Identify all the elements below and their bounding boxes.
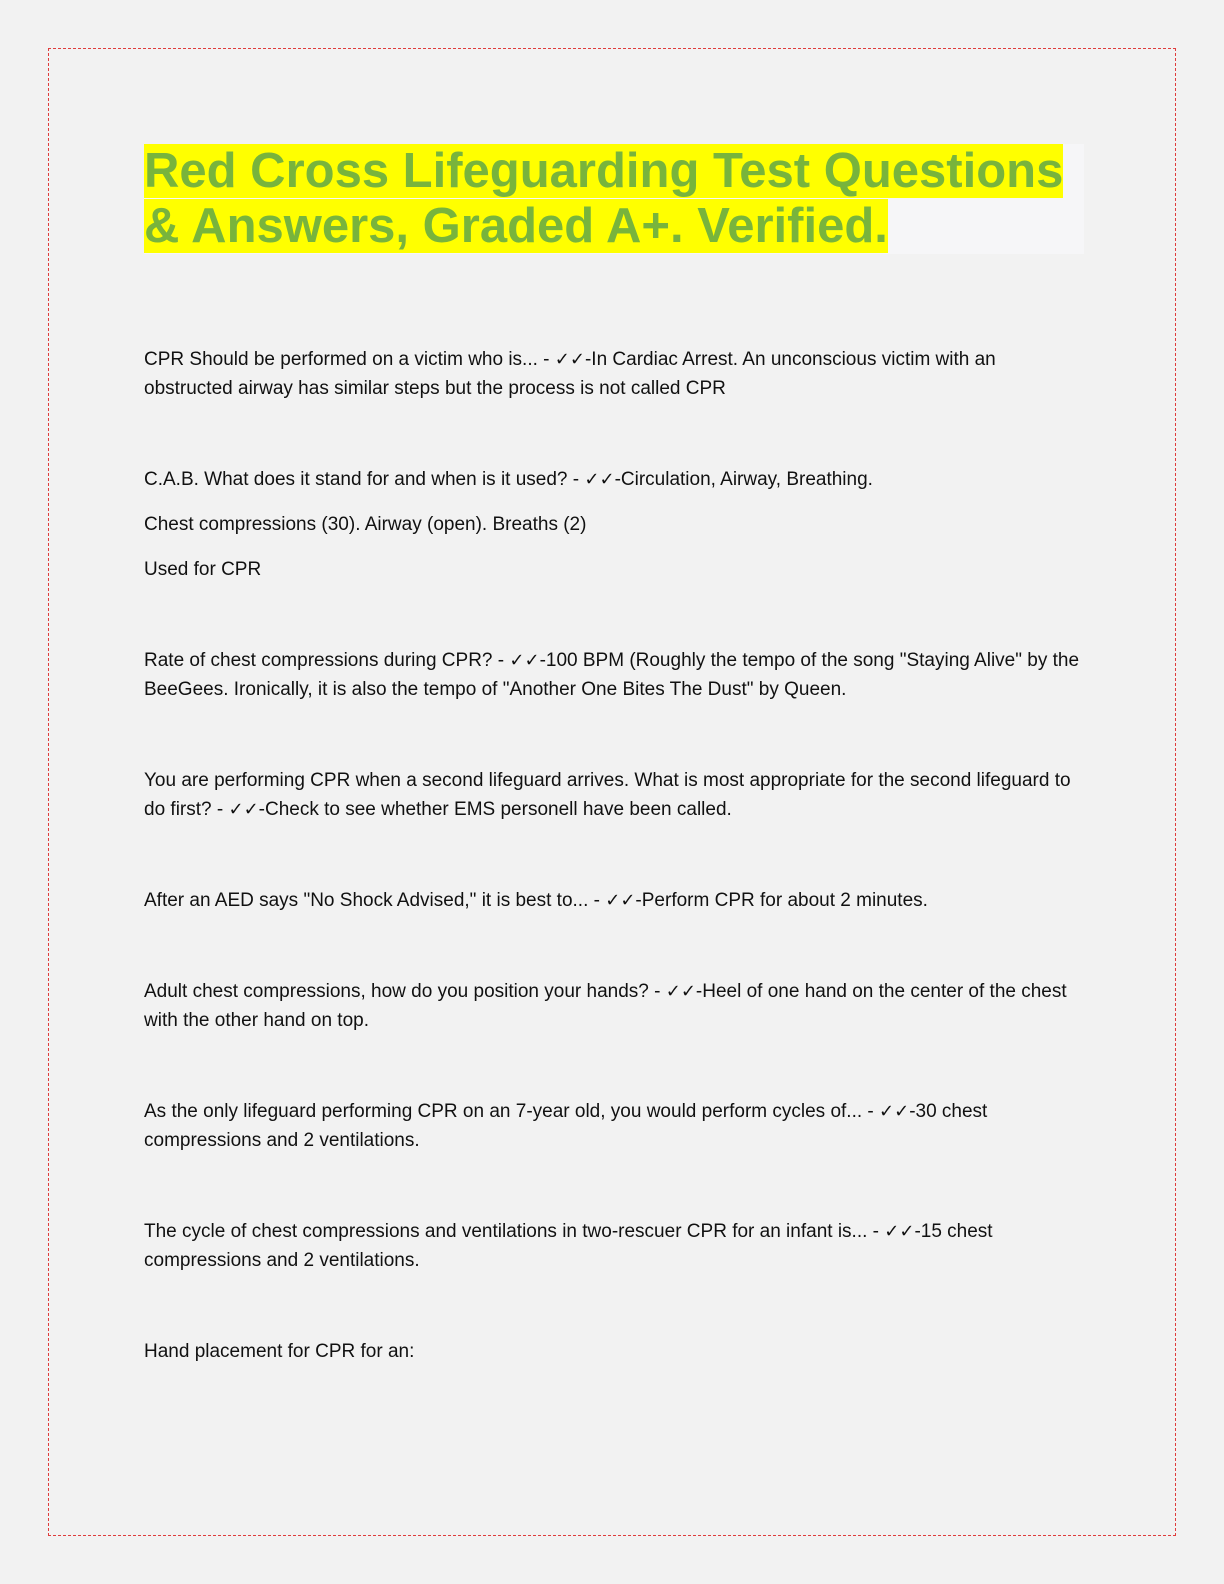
check-icon: ✓✓ bbox=[228, 799, 259, 820]
qa-paragraph bbox=[144, 345, 1084, 403]
qa-item bbox=[144, 465, 1084, 584]
answer-text: -Heel of one hand on the center of the chest with the other hand on top. bbox=[144, 981, 1067, 1031]
check-icon: ✓✓ bbox=[554, 349, 585, 370]
qa-paragraph bbox=[144, 766, 1084, 824]
question-text: As the only lifeguard performing CPR on an 7-year old, you would perform cycles of... - bbox=[144, 1101, 880, 1122]
qa-item bbox=[144, 1097, 1084, 1155]
question-text: The cycle of chest compressions and ventilations in two-rescuer CPR for an infant is... - bbox=[144, 1221, 885, 1242]
qa-item bbox=[144, 345, 1084, 403]
qa-paragraph bbox=[144, 977, 1084, 1035]
answer-continuation: Used for CPR bbox=[144, 559, 262, 580]
check-icon: ✓✓ bbox=[665, 981, 696, 1002]
check-icon: ✓✓ bbox=[884, 1221, 915, 1242]
qa-paragraph bbox=[144, 465, 1084, 494]
document-title bbox=[144, 144, 1084, 254]
answer-text: -15 chest compressions and 2 ventilations. bbox=[144, 1221, 993, 1271]
question-text: Rate of chest compressions during CPR? - bbox=[144, 650, 510, 671]
answer-text: -Perform CPR for about 2 minutes. bbox=[635, 890, 928, 911]
question-text: CPR Should be performed on a victim who is... - bbox=[144, 349, 555, 370]
answer-text: -100 BPM (Roughly the tempo of the song "Staying Alive" by the BeeGees. Ironically, it is also the tempo of "Another One Bites The Dust" by Queen. bbox=[144, 650, 1080, 700]
answer-text: -Check to see whether EMS personell have been called. bbox=[258, 799, 732, 820]
qa-paragraph bbox=[144, 646, 1084, 704]
question-text: Hand placement for CPR for an: bbox=[144, 1341, 415, 1362]
qa-item bbox=[144, 977, 1084, 1035]
qa-paragraph bbox=[144, 1217, 1084, 1275]
question-text: Adult chest compressions, how do you position your hands? - bbox=[144, 981, 666, 1002]
answer-text: -In Cardiac Arrest. An unconscious victim with an obstructed airway has similar steps but the process is not called CPR bbox=[144, 349, 996, 399]
answer-text: -30 chest compressions and 2 ventilations. bbox=[144, 1101, 988, 1151]
check-icon: ✓✓ bbox=[509, 650, 540, 671]
qa-paragraph bbox=[144, 1097, 1084, 1155]
question-text: C.A.B. What does it stand for and when is it used? - bbox=[144, 469, 585, 490]
qa-list bbox=[144, 345, 1084, 1366]
title-block bbox=[144, 144, 1084, 254]
question-text: You are performing CPR when a second lifeguard arrives. What is most appropriate for the second lifeguard to do first? - bbox=[144, 770, 1071, 820]
qa-item bbox=[144, 766, 1084, 824]
qa-item bbox=[144, 1217, 1084, 1275]
answer-continuation: Chest compressions (30). Airway (open). Breaths (2) bbox=[144, 514, 587, 535]
check-icon: ✓✓ bbox=[605, 890, 636, 911]
question-text: After an AED says "No Shock Advised," it is best to... - bbox=[144, 890, 606, 911]
qa-item bbox=[144, 1337, 1084, 1366]
qa-item bbox=[144, 646, 1084, 704]
answer-text: -Circulation, Airway, Breathing. bbox=[614, 469, 873, 490]
title-highlight: Red Cross Lifeguarding Test Questions & Answers, Graded A+. Verified. bbox=[144, 144, 1064, 253]
qa-item bbox=[144, 886, 1084, 915]
qa-paragraph bbox=[144, 886, 1084, 915]
check-icon: ✓✓ bbox=[879, 1101, 910, 1122]
check-icon: ✓✓ bbox=[584, 469, 615, 490]
